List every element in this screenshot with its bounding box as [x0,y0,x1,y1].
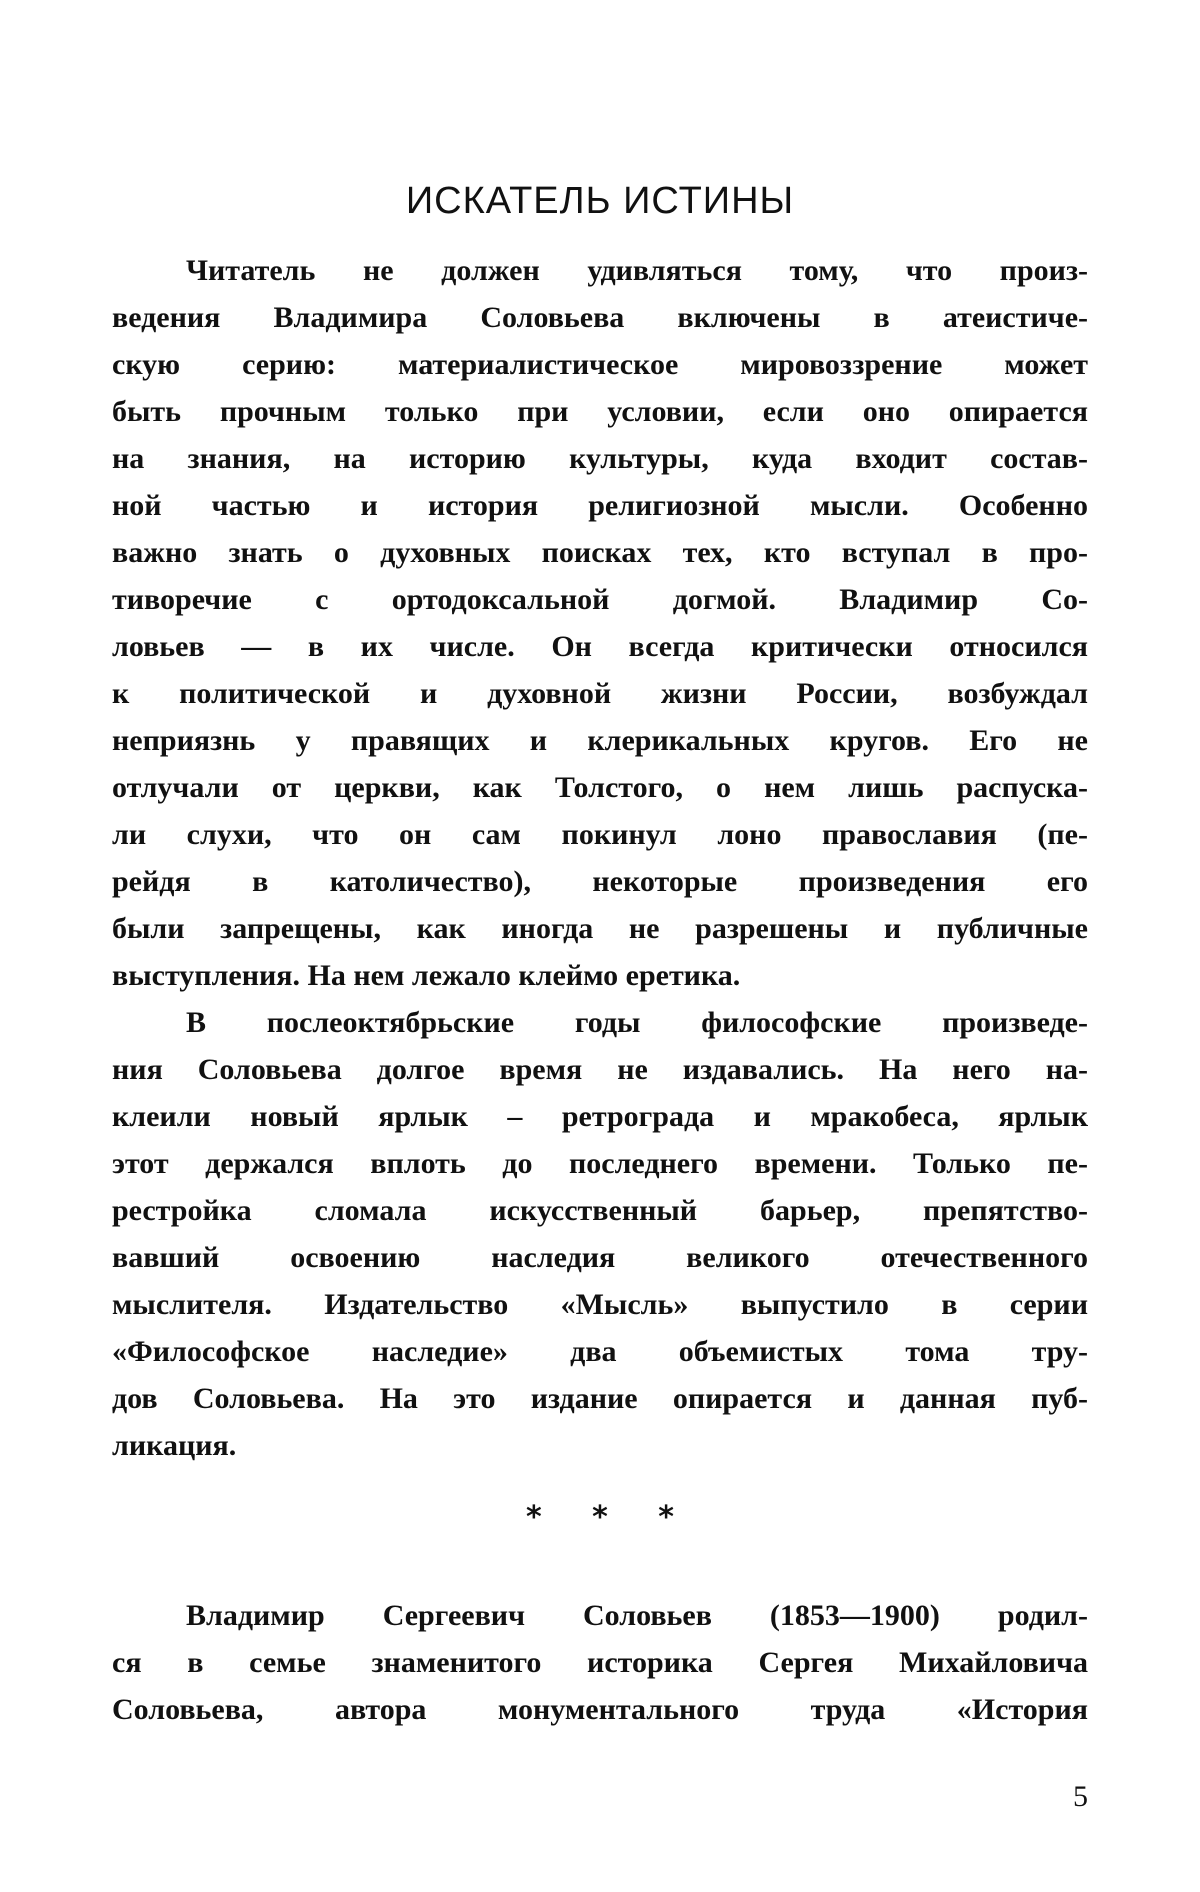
text-line: на знания, на историю культуры, куда входит состав- [112,442,1088,475]
text-line: ловьев — в их числе. Он всегда критически относился [112,630,1088,663]
text-line: В послеоктябрьские годы философские произведе- [186,1006,1088,1039]
text-line: были запрещены, как иногда не разрешены и публичные [112,912,1088,945]
text-line: ли слухи, что он сам покинул лоно православия (пе- [112,818,1088,851]
text-line: мыслителя. Издательство «Мысль» выпустило в серии [112,1288,1088,1321]
text-line: тиворечие с ортодоксальной догмой. Владимир Со- [112,583,1088,616]
section-separator: * * * [526,1500,674,1535]
page-number: 5 [1073,1780,1088,1813]
text-line: выступления. На нем лежало клеймо еретика. [112,959,741,992]
paragraph-2 [112,999,1088,1469]
text-line: рейдя в католичество), некоторые произведения его [112,865,1088,898]
text-line: к политической и духовной жизни России, возбуждал [112,677,1088,710]
text-line: неприязнь у правящих и клерикальных кругов. Его не [112,724,1088,757]
paragraph-3 [112,1592,1088,1733]
text-line: ведения Владимира Соловьева включены в атеистиче- [112,301,1088,334]
text-line: важно знать о духовных поисках тех, кто вступал в про- [112,536,1088,569]
chapter-title: ИСКАТЕЛЬ ИСТИНЫ [405,180,795,222]
text-line: «Философское наследие» два объемистых тома тру- [112,1335,1088,1368]
text-line: Читатель не должен удивляться тому, что произ- [186,254,1088,287]
text-line: вавший освоению наследия великого отечественного [112,1241,1088,1274]
text-line: рестройка сломала искусственный барьер, препятство- [112,1194,1088,1227]
text-line: отлучали от церкви, как Толстого, о нем лишь распуска- [112,771,1088,804]
text-line: Владимир Сергеевич Соловьев (1853—1900) родил- [186,1599,1088,1632]
text-line: дов Соловьева. На это издание опирается и данная пуб- [112,1382,1088,1415]
text-line: ния Соловьева долгое время не издавались. На него на- [112,1053,1088,1086]
text-line: клеили новый ярлык – ретрограда и мракобеса, ярлык [112,1100,1088,1133]
text-line: скую серию: материалистическое мировоззрение может [112,348,1088,381]
text-line: ликация. [112,1429,237,1462]
text-line: ся в семье знаменитого историка Сергея Михайловича [112,1646,1088,1679]
text-line: ной частью и история религиозной мысли. Особенно [112,489,1088,522]
book-page [112,0,1088,1892]
paragraph-1 [112,247,1088,999]
text-line: Соловьева, автора монументального труда «История [112,1693,1088,1726]
text-line: этот держался вплоть до последнего времени. Только пе- [112,1147,1088,1180]
text-line: быть прочным только при условии, если оно опирается [112,395,1088,428]
